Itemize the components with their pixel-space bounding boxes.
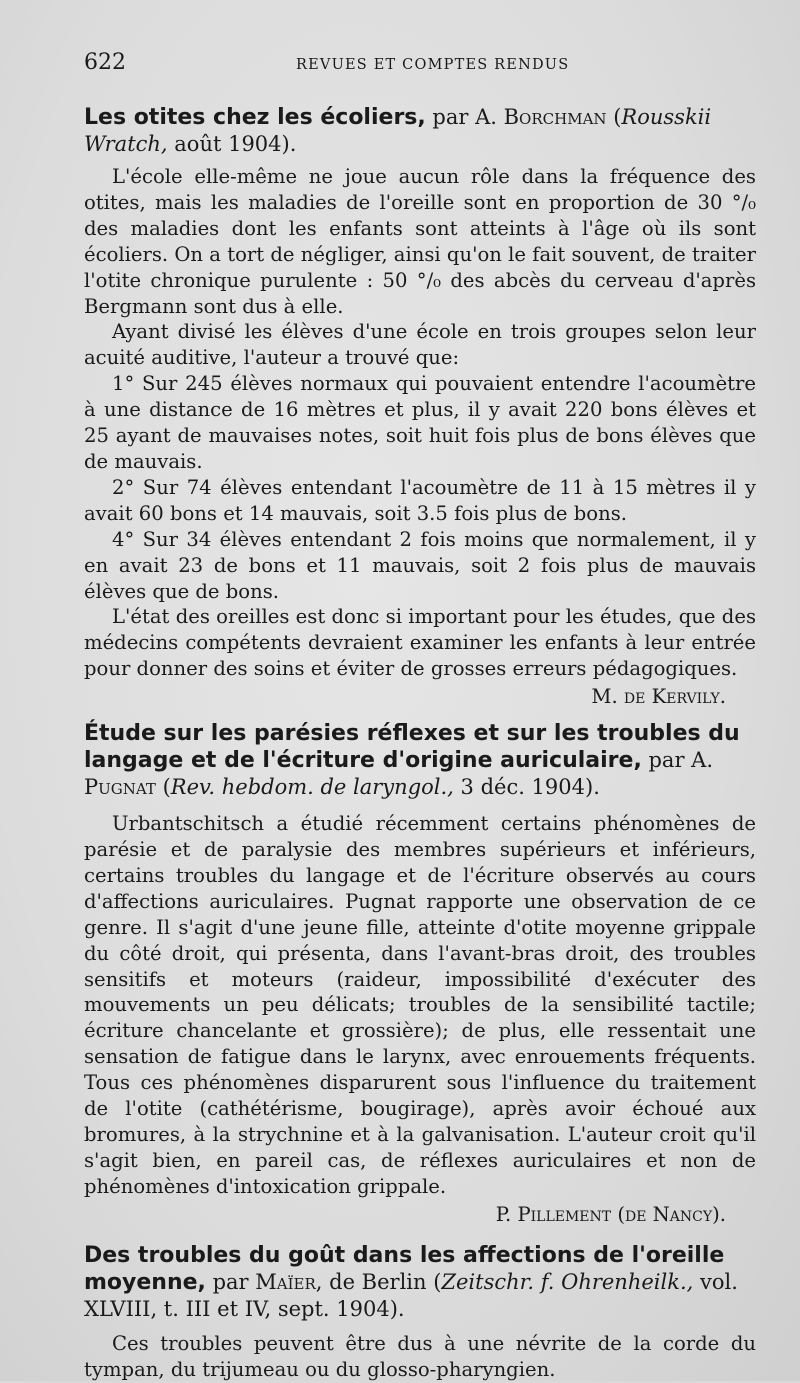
paragraph: 4° Sur 34 élèves entendant 2 fois moins que normalement, il y en avait 23 de bons et 11 mauvais, soit 2 fois plus de mauvais élèves que de bons. [84,527,756,603]
source-close: 3 déc. 1904). [453,775,600,800]
paragraph: L'état des oreilles est donc si important pour les études, que des médecins compétents devraient examiner les enfants à leur entrée pour donner des soins et éviter de grosses erreurs pédagogiques. [84,605,756,681]
article-author: Maïer [255,1269,316,1294]
article-source: Rev. hebdom. de laryngol., [170,775,454,800]
paragraph: Ces troubles peuvent être dus à une névrite de la corde du tympan, du trijumeau ou du glosso-pharyngien. [84,1331,756,1381]
article-by: par A. [425,105,504,129]
source-open: ( [155,775,171,800]
article-heading [84,104,756,158]
article-source: Zeitschr. f. Ohrenheilk., [441,1269,694,1294]
article-author: Pugnat [84,775,156,800]
page-number: 622 [84,50,126,75]
paragraph: 1° Sur 245 élèves normaux qui pouvaient entendre l'acoumètre à une distance de 16 mètres et plus, il y avait 220 bons élèves et 25 ayant de mauvaises notes, soit huit fois plus de bons élèves que de mauvais. [84,372,756,473]
article-source: Rousskii Wratch, [84,105,712,156]
paragraph: L'école elle-même ne joue aucun rôle dans la fréquence des otites, mais les maladies de l'oreille sont en proportion de 30 °/₀ des maladies dont les enfants sont atteints à l'âge où ils sont écoliers. On a tort de négliger, ainsi qu'on le fait souvent, de traiter l'otite chronique purulente : 50 °/₀ des abcès du cerveau d'après Bergmann sont dus à elle. [84,165,756,318]
article-by: par [205,1269,256,1294]
source-open: , de Berlin ( [315,1269,442,1294]
article-heading [84,1242,756,1323]
article-title: Les otites chez les écoliers, [84,105,426,130]
article-title: Étude sur les parésies réflexes et sur les troubles du langage et de l'écriture d'origine auriculaire, [84,721,740,774]
article-title: Des troubles du goût dans les affections de l'oreille moyenne, [84,1242,725,1295]
source-close: vol. XLVIII, t. III et IV, sept. 1904). [84,1269,738,1321]
source-open: ( [606,105,622,129]
article-otites [84,104,756,710]
source-close: août 1904). [167,132,297,156]
paragraph: Urbantschitsch a étudié récemment certains phénomènes de parésie et de paralysie des membres supérieurs et inférieurs, certains troubles du langage et de l'écriture observés au cours d'affections auriculaires. Pugnat rapporte une observation de ce genre. Il s'agit d'une jeune fille, atteinte d'otite moyenne grippale du côté droit, qui présenta, dans l'avant-bras droit, des troubles sensitifs et moteurs (raideur, impossibilité d'exécuter des mouvements un peu délicats; troubles de la sensibilité tactile; écriture chancelante et grossière); de plus, elle ressentait une sensation de fatigue dans le larynx, avec enrouements fréquents. Tous ces phénomènes disparurent sous l'influence du traitement de l'otite (cathétérisme, bougirage), après avoir échoué aux bromures, à la strychnine et à la galvanisation. L'auteur croit qu'il s'agit bien, en pareil cas, de réflexes auriculaires et non de phénomènes d'intoxication grippale. [84,812,756,1198]
article-heading [84,720,756,801]
article-by: par A. [641,748,714,773]
paragraph: Ayant divisé les élèves d'une école en trois groupes selon leur acuité auditive, l'auteur a trouvé que: [84,320,756,370]
paragraph: 2° Sur 74 élèves entendant l'acoumètre de 11 à 15 mètres il y avait 60 bons et 14 mauvais, soit 3.5 fois plus de bons. [84,475,756,525]
article-author: Borchman [503,105,607,129]
article-gout [84,1242,756,1383]
article-signature: M. de Kervily. [591,685,726,709]
article-signature: P. Pillement (de Nancy). [495,1202,726,1226]
page-header [84,50,756,86]
article-paresies [84,720,756,1228]
running-head: REVUES ET COMPTES RENDUS [296,57,570,73]
